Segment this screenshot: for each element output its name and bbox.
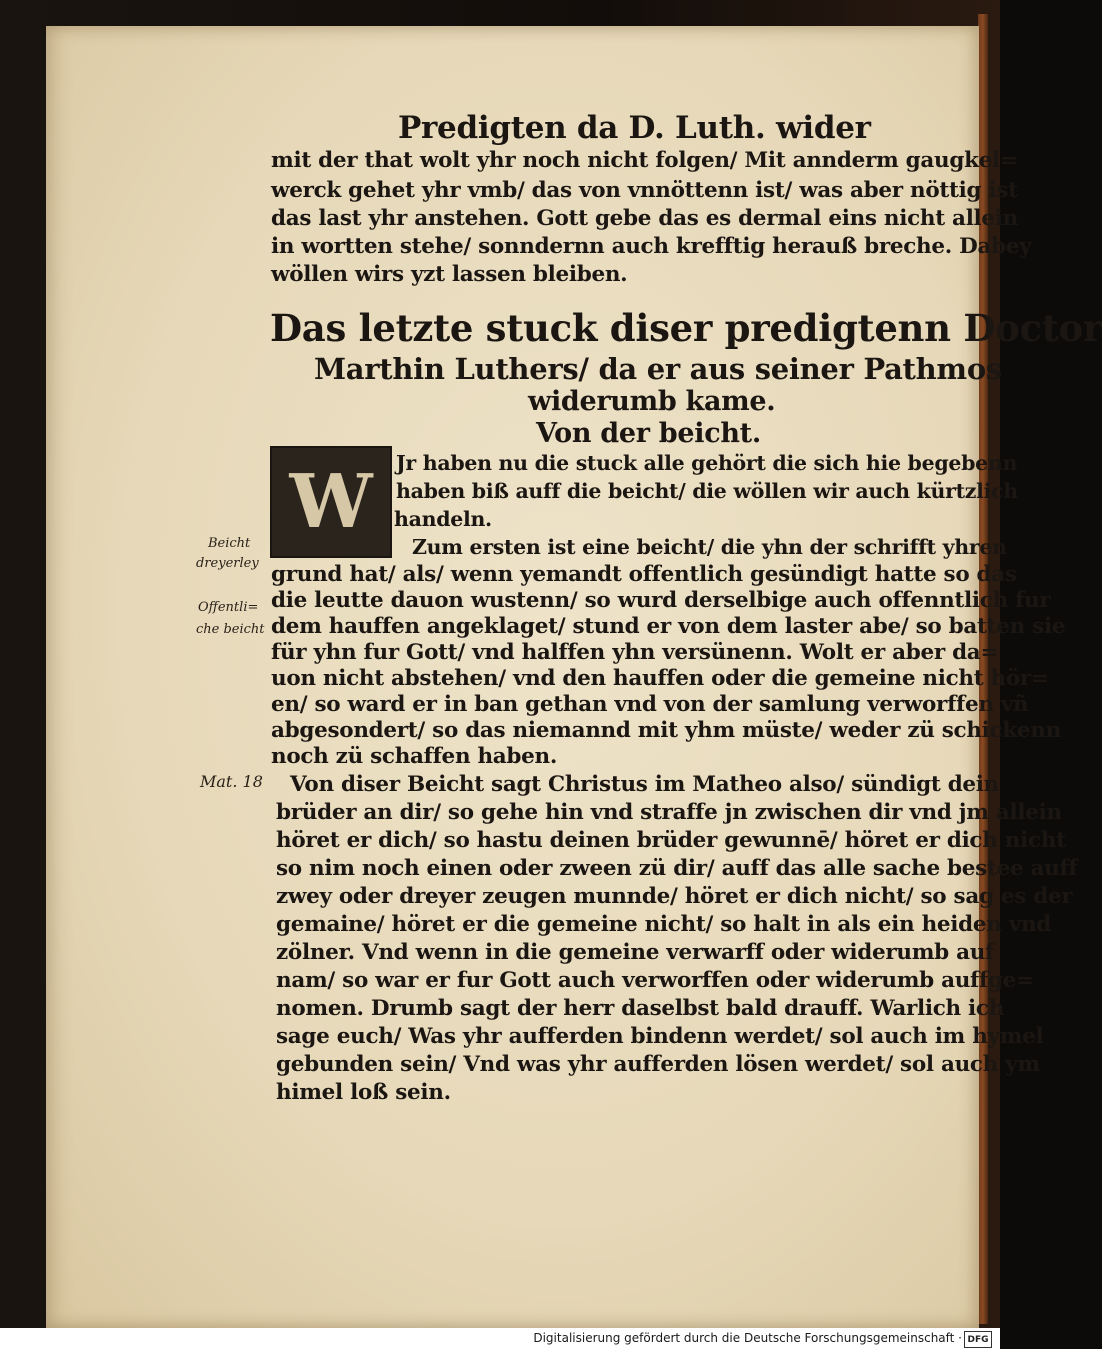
margin-note: Beicht	[208, 536, 251, 551]
text-line: die leutte dauon wustenn/ so wurd derselbige auch offenntlich fur	[271, 588, 1051, 613]
text-line: nomen. Drumb sagt der herr daselbst bald drauff. Warlich ich	[276, 996, 1005, 1021]
dfg-logo	[964, 1331, 992, 1348]
text-line: so nim noch einen oder zween zü dir/ auff das alle sache bestee auff	[276, 856, 1078, 881]
text-line: brüder an dir/ so gehe hin vnd straffe jn zwischen dir vnd jm allein	[276, 800, 1062, 825]
text-line: en/ so ward er in ban gethan vnd von der samlung verworffen vñ	[271, 692, 1029, 717]
section-subheading: Von der beicht.	[536, 418, 761, 449]
funding-credit: Digitalisierung gefördert durch die Deutsche Forschungsgemeinschaft ·	[533, 1331, 962, 1345]
text-line: zölner. Vnd wenn in die gemeine verwarff oder widerumb auf	[276, 940, 995, 965]
text-line: sage euch/ Was yhr aufferden bindenn werdet/ sol auch im hymel	[276, 1024, 1044, 1049]
dfg-logo-text: DFG	[967, 1334, 989, 1345]
text-line: in wortten stehe/ sonndernn auch krefftig herauß breche. Dabey	[271, 234, 1032, 259]
text-line: grund hat/ als/ wenn yemandt offentlich gesündigt hatte so das	[271, 562, 1017, 587]
footer-bar	[0, 1328, 1000, 1349]
text-line: Zum ersten ist eine beicht/ die yhn der schrifft yhren	[412, 535, 1007, 559]
text-line: noch zü schaffen haben.	[271, 744, 558, 769]
text-line: abgesondert/ so das niemannd mit yhm müste/ weder zü schickenn	[271, 718, 1061, 743]
text-line: handeln.	[394, 507, 492, 531]
text-line: himel loß sein.	[276, 1080, 451, 1105]
drop-cap-letter: W	[289, 459, 373, 545]
text-line: Jr haben nu die stuck alle gehört die sich hie begebenn	[396, 451, 1018, 475]
text-line: gemaine/ höret er die gemeine nicht/ so halt in als ein heiden vnd	[276, 912, 1052, 937]
text-line: werck gehet yhr vmb/ das von vnnöttenn ist/ was aber nöttig ist	[271, 178, 1018, 203]
text-line: haben biß auff die beicht/ die wöllen wir auch kürtzlich	[396, 479, 1018, 503]
drop-cap-initial	[270, 446, 392, 558]
margin-note: dreyerley	[196, 556, 259, 571]
margin-note: Offentli=	[198, 600, 259, 615]
text-line: zwey oder dreyer zeugen munnde/ höret er dich nicht/ so sag es der	[276, 884, 1073, 909]
margin-note: che beicht	[196, 622, 265, 637]
text-line: dem hauffen angeklaget/ stund er von dem laster abe/ so batten sie	[271, 614, 1066, 639]
chapter-heading: Das letzte stuck diser predigtenn Doctor	[270, 306, 1102, 350]
chapter-heading: widerumb kame.	[528, 386, 776, 417]
chapter-heading: Marthin Luthers/ da er aus seiner Pathmos	[314, 352, 1002, 386]
running-head: Predigten da D. Luth. wider	[398, 110, 871, 146]
text-line: wöllen wirs yzt lassen bleiben.	[271, 262, 628, 287]
text-line: uon nicht abstehen/ vnd den hauffen oder die gemeine nicht hör=	[271, 666, 1049, 691]
text-line: nam/ so war er fur Gott auch verworffen oder widerumb auffge=	[276, 968, 1034, 993]
text-line: das last yhr anstehen. Gott gebe das es dermal eins nicht allein	[271, 206, 1019, 231]
text-line: für yhn fur Gott/ vnd halffen yhn versünenn. Wolt er aber da=	[271, 640, 999, 665]
text-line: mit der that wolt yhr noch nicht folgen/ Mit annderm gaugkel=	[271, 148, 1018, 173]
text-line: gebunden sein/ Vnd was yhr aufferden lösen werdet/ sol auch ym	[276, 1052, 1040, 1077]
margin-note: Mat. 18	[200, 772, 263, 791]
text-line: Von diser Beicht sagt Christus im Matheo also/ sündigt dein	[290, 772, 1000, 797]
text-line: höret er dich/ so hastu deinen brüder gewunnē/ höret er dich nicht	[276, 828, 1066, 853]
